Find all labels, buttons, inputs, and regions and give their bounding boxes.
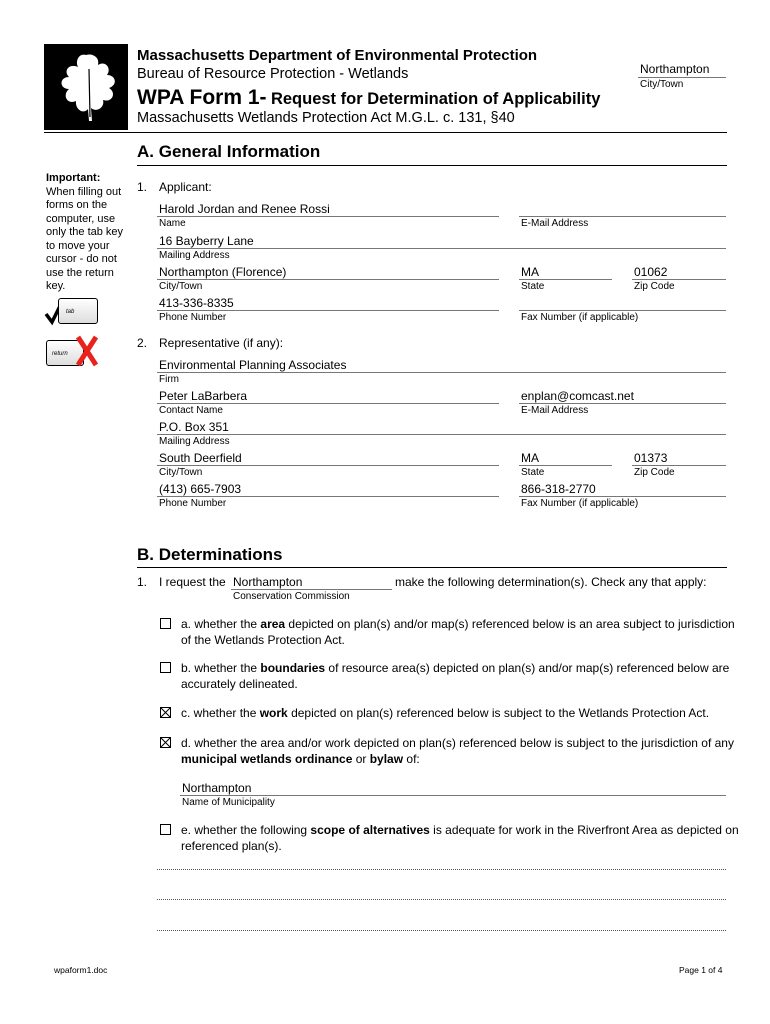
applicant-zip-field[interactable]: 01062 (634, 265, 668, 279)
option-d-text (181, 735, 741, 767)
rep-state-line (519, 465, 612, 466)
rep-address-field[interactable]: P.O. Box 351 (159, 420, 229, 434)
applicant-zip-label: Zip Code (634, 281, 675, 292)
determination-number: 1. (137, 575, 148, 589)
important-text: When filling out forms on the computer, use only the tab key to move your cursor - do not use the return key. (46, 185, 124, 292)
footer-filename: wpaform1.doc (54, 965, 108, 975)
commission-field[interactable]: Northampton (233, 575, 303, 589)
important-title: Important: (46, 172, 101, 184)
applicant-fax-line (519, 310, 726, 311)
applicant-address-field[interactable]: 16 Bayberry Lane (159, 234, 254, 248)
option-b-pre: b. whether the (181, 661, 261, 675)
applicant-email-line (519, 216, 726, 217)
rep-phone-line (157, 496, 499, 497)
rep-fax-field[interactable]: 866-318-2770 (521, 482, 596, 496)
option-d-bold: municipal wetlands ordinance (181, 752, 353, 766)
rep-city-field[interactable]: South Deerfield (159, 451, 242, 465)
rep-contact-label: Contact Name (159, 405, 223, 416)
return-key-label: return (52, 351, 68, 357)
applicant-name-field[interactable]: Harold Jordan and Renee Rossi (159, 202, 330, 216)
option-d-post: of: (403, 752, 420, 766)
rep-zip-line (632, 465, 726, 466)
rep-firm-line (157, 372, 726, 373)
commission-label: Conservation Commission (233, 591, 350, 602)
act-citation: Massachusetts Wetlands Protection Act M.G.L. c. 131, §40 (137, 110, 515, 126)
option-a-text (181, 616, 741, 648)
applicant-phone-line (157, 310, 499, 311)
alternatives-line-1[interactable] (157, 869, 726, 870)
form-title (137, 86, 600, 110)
option-d-pre: d. whether the area and/or work depicted on plan(s) referenced below is subject to the jurisdiction of any (181, 736, 734, 750)
applicant-heading: Applicant: (159, 180, 212, 194)
request-prefix: I request the (159, 575, 226, 589)
agency-name: Massachusetts Department of Environmental Protection (137, 47, 538, 64)
check-x-icon (161, 708, 170, 717)
municipality-line (180, 795, 726, 796)
option-e-checkbox[interactable] (160, 824, 171, 835)
form-subtitle: Request for Determination of Applicability (270, 90, 601, 108)
option-d-bold2: bylaw (369, 752, 404, 766)
applicant-number: 1. (137, 180, 148, 194)
rep-address-line (157, 434, 726, 435)
dep-logo (44, 44, 128, 130)
red-x-icon (74, 334, 100, 368)
option-e-bold: scope of alternatives (310, 823, 430, 837)
applicant-phone-field[interactable]: 413-336-8335 (159, 296, 234, 310)
option-b-bold: boundaries (260, 661, 326, 675)
applicant-city-line (157, 279, 499, 280)
option-c-pre: c. whether the (181, 706, 260, 720)
applicant-zip-line (632, 279, 726, 280)
footer-page-number: Page 1 of 4 (679, 965, 723, 975)
oak-leaf-icon (45, 45, 127, 129)
rep-zip-field[interactable]: 01373 (634, 451, 668, 465)
applicant-address-label: Mailing Address (159, 250, 230, 261)
option-e-post: is adequate for work in the Riverfront Area as depicted on referenced plan(s). (181, 823, 739, 853)
option-e-text (181, 822, 741, 854)
option-c-post: depicted on plan(s) referenced below is subject to the Wetlands Protection Act. (287, 706, 710, 720)
form-name: WPA Form 1- (137, 86, 267, 109)
important-note (46, 172, 128, 294)
rep-email-label: E-Mail Address (521, 405, 589, 416)
applicant-email-label: E-Mail Address (521, 218, 589, 229)
representative-heading: Representative (if any): (159, 336, 284, 350)
rep-email-field[interactable]: enplan@comcast.net (521, 389, 634, 403)
tab-key-label: tab (66, 309, 75, 315)
alternatives-line-3[interactable] (157, 930, 726, 931)
representative-number: 2. (137, 336, 148, 350)
applicant-state-field[interactable]: MA (521, 265, 539, 279)
option-c-bold: work (259, 706, 288, 720)
return-key-illustration (46, 334, 104, 370)
applicant-state-label: State (521, 281, 545, 292)
rep-contact-line (157, 403, 499, 404)
header-divider (44, 132, 727, 133)
option-e-pre: e. whether the following (181, 823, 311, 837)
commission-line (231, 589, 392, 590)
rep-email-line (519, 403, 726, 404)
option-a-bold: area (260, 617, 286, 631)
section-a-divider (137, 165, 727, 166)
option-a-post: depicted on plan(s) and/or map(s) referenced below is an area subject to jurisdiction of the Wetlands Protection Act. (181, 617, 735, 647)
tab-key-illustration (44, 296, 100, 328)
section-b-title: B. Determinations (137, 545, 283, 564)
header-city-line (638, 77, 726, 78)
rep-firm-field[interactable]: Environmental Planning Associates (159, 358, 347, 372)
rep-zip-label: Zip Code (634, 467, 675, 478)
rep-city-label: City/Town (159, 467, 203, 478)
alternatives-line-2[interactable] (157, 899, 726, 900)
option-d-mid: or (352, 752, 370, 766)
rep-contact-field[interactable]: Peter LaBarbera (159, 389, 248, 403)
municipality-label: Name of Municipality (182, 797, 275, 808)
bureau-name: Bureau of Resource Protection - Wetlands (137, 66, 409, 82)
applicant-city-field[interactable]: Northampton (Florence) (159, 265, 287, 279)
option-c-text (181, 705, 741, 721)
rep-city-line (157, 465, 499, 466)
rep-phone-label: Phone Number (159, 498, 227, 509)
option-b-checkbox[interactable] (160, 662, 171, 673)
rep-fax-line (519, 496, 726, 497)
applicant-name-label: Name (159, 218, 186, 229)
applicant-name-line (157, 216, 499, 217)
rep-state-label: State (521, 467, 545, 478)
option-d-checkbox[interactable] (160, 737, 171, 748)
option-b-text (181, 660, 741, 692)
rep-state-field[interactable]: MA (521, 451, 539, 465)
applicant-phone-label: Phone Number (159, 312, 227, 323)
rep-firm-label: Firm (159, 374, 179, 385)
applicant-state-line (519, 279, 612, 280)
applicant-address-line (157, 248, 726, 249)
applicant-fax-label: Fax Number (if applicable) (521, 312, 639, 323)
rep-fax-label: Fax Number (if applicable) (521, 498, 639, 509)
municipality-field[interactable]: Northampton (182, 781, 252, 795)
option-c-checkbox[interactable] (160, 707, 171, 718)
rep-phone-field[interactable]: (413) 665-7903 (159, 482, 242, 496)
section-a-title: A. General Information (137, 142, 321, 161)
header-city-value[interactable]: Northampton (640, 62, 710, 76)
header-city-label: City/Town (640, 79, 684, 90)
request-suffix: make the following determination(s). Check any that apply: (395, 575, 707, 589)
option-a-pre: a. whether the (181, 617, 261, 631)
applicant-city-label: City/Town (159, 281, 203, 292)
section-b-divider (137, 567, 727, 568)
check-x-icon (161, 738, 170, 747)
tab-key-icon (58, 298, 98, 324)
option-a-checkbox[interactable] (160, 618, 171, 629)
rep-address-label: Mailing Address (159, 436, 230, 447)
option-b-post: of resource area(s) depicted on plan(s) and/or map(s) referenced below are accurately delineated. (181, 661, 730, 691)
